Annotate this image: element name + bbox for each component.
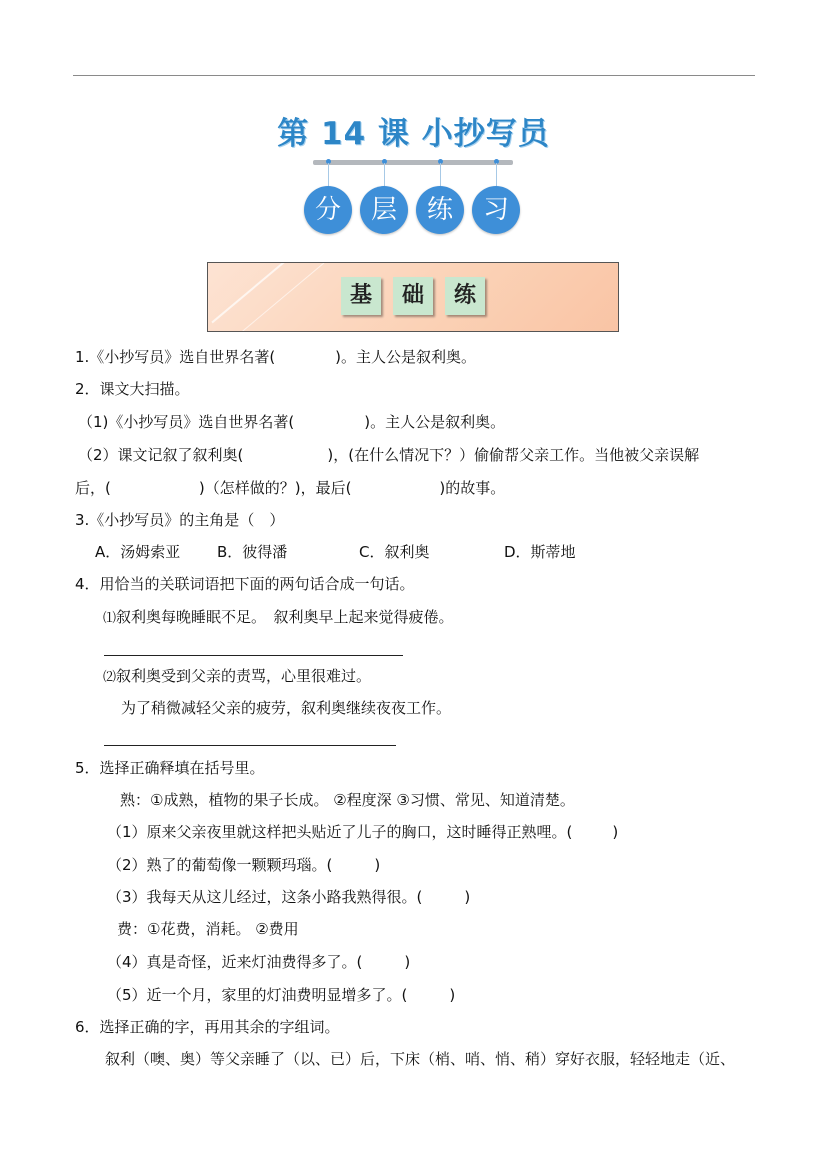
connector-line — [440, 163, 441, 187]
title-bar — [313, 160, 513, 165]
question-2-title: 2．课文大扫描。 — [75, 380, 190, 398]
q2-p1-b: )。主人公是叙利奥。 — [364, 413, 506, 431]
banner-tile-chu: 础 — [393, 277, 433, 315]
question-6-text: 叙利（噢、奥）等父亲睡了（以、已）后，下床（梢、哨、悄、稍）穿好衣服，轻轻地走（近、 — [105, 1050, 736, 1068]
answer-line-2[interactable] — [104, 745, 396, 746]
s1-number: ⑴ — [103, 611, 117, 626]
q5-item-1-close: ) — [612, 823, 619, 841]
q2-p3-b: )（怎样做的？)，最后( — [198, 479, 352, 497]
banner-tile-ji: 基 — [341, 277, 381, 315]
definition-fei: 费：①花费，消耗。 ②费用 — [117, 920, 299, 938]
s2-number: ⑵ — [103, 670, 117, 685]
banner-tiles — [208, 277, 618, 315]
question-4-sentence-1 — [103, 607, 454, 629]
q2-p2-a: （2）课文记叙了叙利奥( — [78, 446, 244, 464]
question-2-part-2 — [78, 445, 699, 465]
top-rule — [73, 75, 755, 76]
q1-text-a: 1.《小抄写员》选自世界名著( — [75, 348, 276, 366]
definition-shu: 熟：①成熟，植物的果子长成。 ②程度深 ③习惯、常见、知道清楚。 — [120, 791, 575, 809]
circle-fen: 分 — [304, 186, 352, 234]
s1-text: 叙利奥每晚睡眠不足。 叙利奥早上起来觉得疲倦。 — [116, 608, 454, 626]
question-2-part-3 — [75, 478, 505, 498]
connector-line — [384, 163, 385, 187]
question-2-part-1 — [78, 412, 505, 432]
q5-item-3 — [107, 887, 470, 907]
q5-item-5-text: （5）近一个月，家里的灯油费明显增多了。( — [107, 986, 408, 1004]
q2-p2-b: )，(在什么情况下？）偷偷帮父亲工作。当他被父亲误解 — [327, 446, 700, 464]
connector-line — [328, 163, 329, 187]
q5-item-3-text: （3）我每天从这儿经过，这条小路我熟得很。( — [107, 888, 423, 906]
q5-item-2-close: ) — [374, 856, 381, 874]
question-5-title: 5．选择正确释填在括号里。 — [75, 759, 265, 777]
q1-text-b: )。主人公是叙利奥。 — [335, 348, 477, 366]
question-1 — [75, 347, 476, 367]
connector-line — [496, 163, 497, 187]
circle-ceng: 层 — [360, 186, 408, 234]
question-4-sentence-2b: 为了稍微减轻父亲的疲劳，叙利奥继续夜夜工作。 — [121, 699, 452, 717]
q2-p1-a: （1)《小抄写员》选自世界名著( — [78, 413, 295, 431]
answer-line-1[interactable] — [104, 655, 403, 656]
q5-item-2 — [107, 855, 380, 875]
s2-text: 叙利奥受到父亲的责骂，心里很难过。 — [116, 667, 372, 685]
q2-p3-c: )的故事。 — [439, 479, 506, 497]
circle-xi: 习 — [472, 186, 520, 234]
q5-item-1-text: （1）原来父亲夜里就这样把头贴近了儿子的胸口，这时睡得正熟哩。( — [107, 823, 573, 841]
option-c[interactable]: C．叙利奥 — [359, 543, 430, 561]
circle-lian: 练 — [416, 186, 464, 234]
lesson-title: 第 14 课 小抄写员 — [277, 116, 550, 152]
option-a[interactable]: A．汤姆索亚 — [95, 543, 181, 561]
q5-item-5 — [107, 985, 455, 1005]
question-6-title: 6．选择正确的字，再用其余的字组词。 — [75, 1018, 340, 1036]
q5-item-4 — [107, 952, 410, 972]
question-4-title: 4．用恰当的关联词语把下面的两句话合成一句话。 — [75, 575, 415, 593]
q5-item-4-text: （4）真是奇怪，近来灯油费得多了。( — [107, 953, 363, 971]
question-3-options — [95, 542, 576, 562]
q5-item-4-close: ) — [404, 953, 411, 971]
q5-item-2-text: （2）熟了的葡萄像一颗颗玛瑙。( — [107, 856, 333, 874]
q5-item-1 — [107, 822, 618, 842]
option-d[interactable]: D．斯蒂地 — [504, 543, 576, 561]
option-b[interactable]: B．彼得潘 — [217, 543, 288, 561]
question-4-sentence-2 — [103, 666, 371, 688]
question-3-title: 3.《小抄写员》的主角是（ ） — [75, 511, 285, 529]
q5-item-3-close: ) — [464, 888, 471, 906]
banner-tile-lian: 练 — [445, 277, 485, 315]
section-banner — [207, 262, 619, 332]
q2-p3-a: 后，( — [75, 479, 111, 497]
q5-item-5-close: ) — [449, 986, 456, 1004]
